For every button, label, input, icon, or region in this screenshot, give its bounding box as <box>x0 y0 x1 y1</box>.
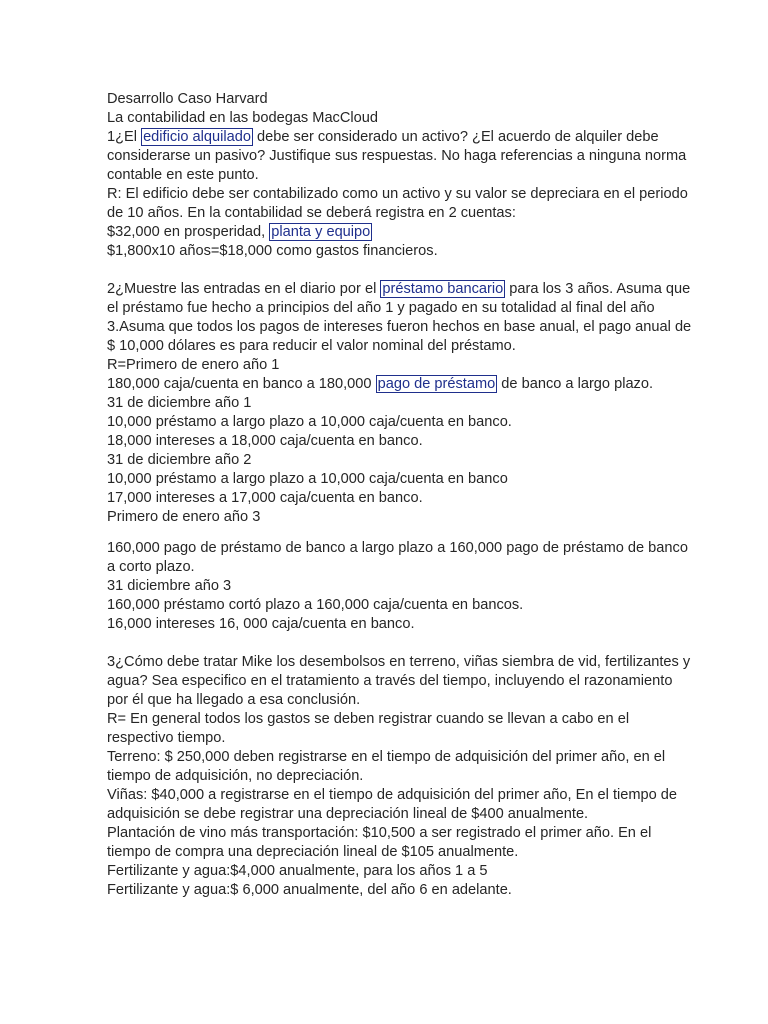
q2-text: 2¿Muestre las entradas en el diario por el <box>107 281 381 297</box>
q2-line-18: 16,000 intereses 16, 000 caja/cuenta en banco. <box>107 616 415 632</box>
q1-answer-1: R: El edificio debe ser contabilizado como un activo y su valor se depreciara en el periodo <box>107 186 688 202</box>
spacer <box>107 261 667 280</box>
q2-line-11: 10,000 préstamo a largo plazo a 10,000 caja/cuenta en banco <box>107 471 508 487</box>
spacer <box>107 634 667 653</box>
q3-line-7: tiempo de adquisición, no depreciación. <box>107 768 364 784</box>
q2-line-4: $ 10,000 dólares es para reducir el valor nominal del préstamo. <box>107 338 516 354</box>
pago-de-prestamo-link[interactable]: pago de préstamo <box>377 376 496 392</box>
spacer <box>107 527 667 539</box>
q1-line-2: considerarse un pasivo? Justifique sus respuestas. No haga referencias a ninguna norma <box>107 148 687 164</box>
q1-line-1 <box>107 128 667 147</box>
q1-text: $32,000 en prosperidad, <box>107 224 270 240</box>
q2-line-14: 160,000 pago de préstamo de banco a largo plazo a 160,000 pago de préstamo de banco <box>107 540 688 556</box>
q1-text: 1¿El <box>107 129 142 145</box>
document-subtitle: La contabilidad en las bodegas MacCloud <box>107 110 378 126</box>
q3-line-6: Terreno: $ 250,000 deben registrarse en el tiempo de adquisición del primer año, en el <box>107 749 666 765</box>
q1-line-3: contable en este punto. <box>107 167 259 183</box>
q2-line-1 <box>107 280 691 299</box>
q2-line-15: a corto plazo. <box>107 559 195 575</box>
q2-line-17: 160,000 préstamo cortó plazo a 160,000 caja/cuenta en bancos. <box>107 597 524 613</box>
q1-answer-2: de 10 años. En la contabilidad se deberá registra en 2 cuentas: <box>107 205 516 221</box>
q2-line-16: 31 diciembre año 3 <box>107 578 232 594</box>
q2-line-13: Primero de enero año 3 <box>107 509 261 525</box>
prestamo-bancario-link[interactable]: préstamo bancario <box>382 281 504 297</box>
q2-line-3: 3.Asuma que todos los pagos de intereses fueron hechos en base anual, el pago anual de <box>107 319 692 335</box>
q2-text: para los 3 años. Asuma que <box>505 281 691 297</box>
q2-line-9: 18,000 intereses a 18,000 caja/cuenta en banco. <box>107 433 423 449</box>
edificio-alquilado-link[interactable]: edificio alquilado <box>143 129 251 145</box>
q1-answer-3 <box>107 223 667 242</box>
q2-text: 180,000 caja/cuenta en banco a 180,000 <box>107 376 376 392</box>
document-title: Desarrollo Caso Harvard <box>107 91 268 107</box>
q3-line-1: 3¿Cómo debe tratar Mike los desembolsos en terreno, viñas siembra de vid, fertilizantes y <box>107 654 691 670</box>
q2-line-12: 17,000 intereses a 17,000 caja/cuenta en banco. <box>107 490 423 506</box>
q3-line-11: tiempo de compra una depreciación lineal de $105 anualmente. <box>107 844 519 860</box>
q2-line-2: el préstamo fue hecho a principios del año 1 y pagado en su totalidad al final del año <box>107 300 655 316</box>
q1-text: debe ser considerado un activo? ¿El acuerdo de alquiler debe <box>252 129 659 145</box>
q3-line-3: por él que ha llegado a esa conclusión. <box>107 692 361 708</box>
q2-line-6 <box>107 375 667 394</box>
q1-answer-4: $1,800x10 años=$18,000 como gastos financieros. <box>107 243 438 259</box>
q3-line-8: Viñas: $40,000 a registrarse en el tiempo de adquisición del primer año, En el tiempo de <box>107 787 678 803</box>
q3-line-13: Fertilizante y agua:$ 6,000 anualmente, del año 6 en adelante. <box>107 882 512 898</box>
document-page <box>107 90 692 900</box>
q3-line-5: respectivo tiempo. <box>107 730 226 746</box>
q2-line-7: 31 de diciembre año 1 <box>107 395 252 411</box>
q2-line-5: R=Primero de enero año 1 <box>107 357 280 373</box>
planta-y-equipo-link[interactable]: planta y equipo <box>271 224 371 240</box>
q3-line-4: R= En general todos los gastos se deben registrar cuando se llevan a cabo en el <box>107 711 630 727</box>
q3-line-2: agua? Sea especifico en el tratamiento a través del tiempo, incluyendo el razonamiento <box>107 673 673 689</box>
q2-line-10: 31 de diciembre año 2 <box>107 452 252 468</box>
q2-line-8: 10,000 préstamo a largo plazo a 10,000 caja/cuenta en banco. <box>107 414 512 430</box>
q3-line-9: adquisición se debe registrar una depreciación lineal de $400 anualmente. <box>107 806 589 822</box>
q2-text: de banco a largo plazo. <box>497 376 654 392</box>
q3-line-12: Fertilizante y agua:$4,000 anualmente, para los años 1 a 5 <box>107 863 488 879</box>
q3-line-10: Plantación de vino más transportación: $10,500 a ser registrado el primer año. En el <box>107 825 652 841</box>
